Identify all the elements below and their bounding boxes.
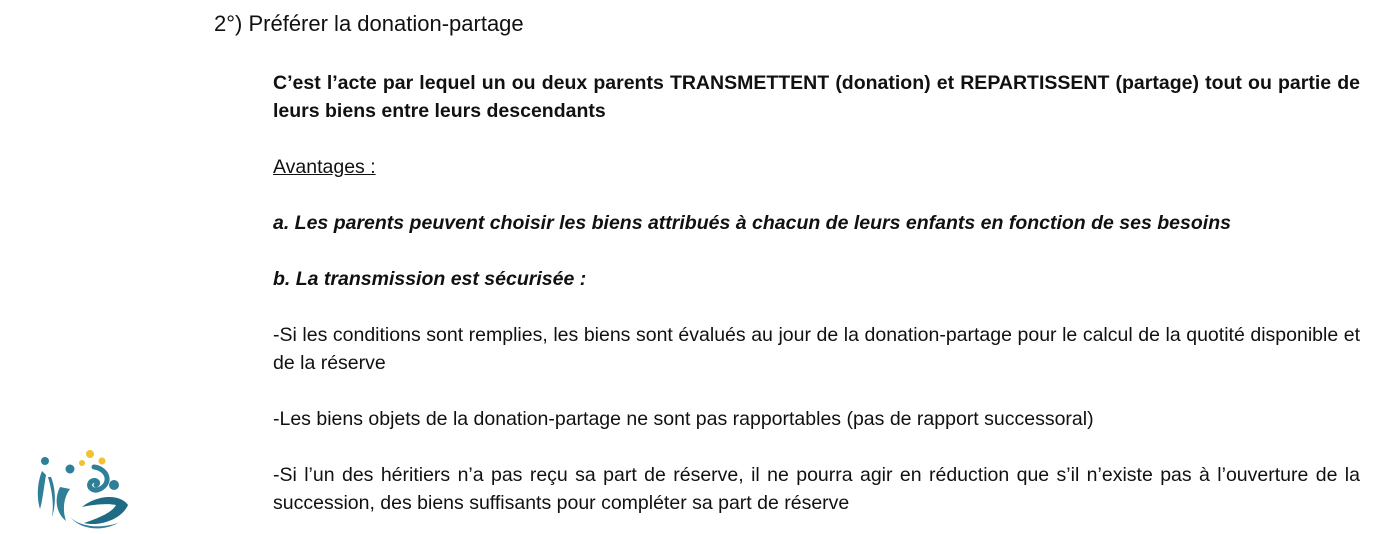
section-heading: 2°) Préférer la donation-partage <box>214 11 524 36</box>
advantage-b-item-2: -Les biens objets de la donation-partage ne sont pas rapportables (pas de rapport successoral) <box>273 408 1094 430</box>
advantage-a: a. Les parents peuvent choisir les biens attribués à chacun de leurs enfants en fonction de ses besoins <box>273 212 1231 234</box>
advantage-b-item-3: -Si l’un des héritiers n’a pas reçu sa part de réserve, il ne pourra agir en réduction que s’il n’existe pas à l’ouverture de la succession, des biens suffisants pour compléter sa part de réserve <box>273 464 1360 514</box>
definition-paragraph: C’est l’acte par lequel un ou deux parents TRANSMETTENT (donation) et REPARTISSENT (partage) tout ou partie de leurs biens entre leurs descendants <box>273 72 1360 122</box>
advantage-b: b. La transmission est sécurisée : <box>273 268 587 290</box>
advantage-b-item-1: -Si les conditions sont remplies, les biens sont évalués au jour de la donation-partage pour le calcul de la quotité disponible et de la réserve <box>273 324 1360 374</box>
advantages-label: Avantages : <box>273 156 376 178</box>
stylized-family-logo-icon <box>30 447 130 529</box>
